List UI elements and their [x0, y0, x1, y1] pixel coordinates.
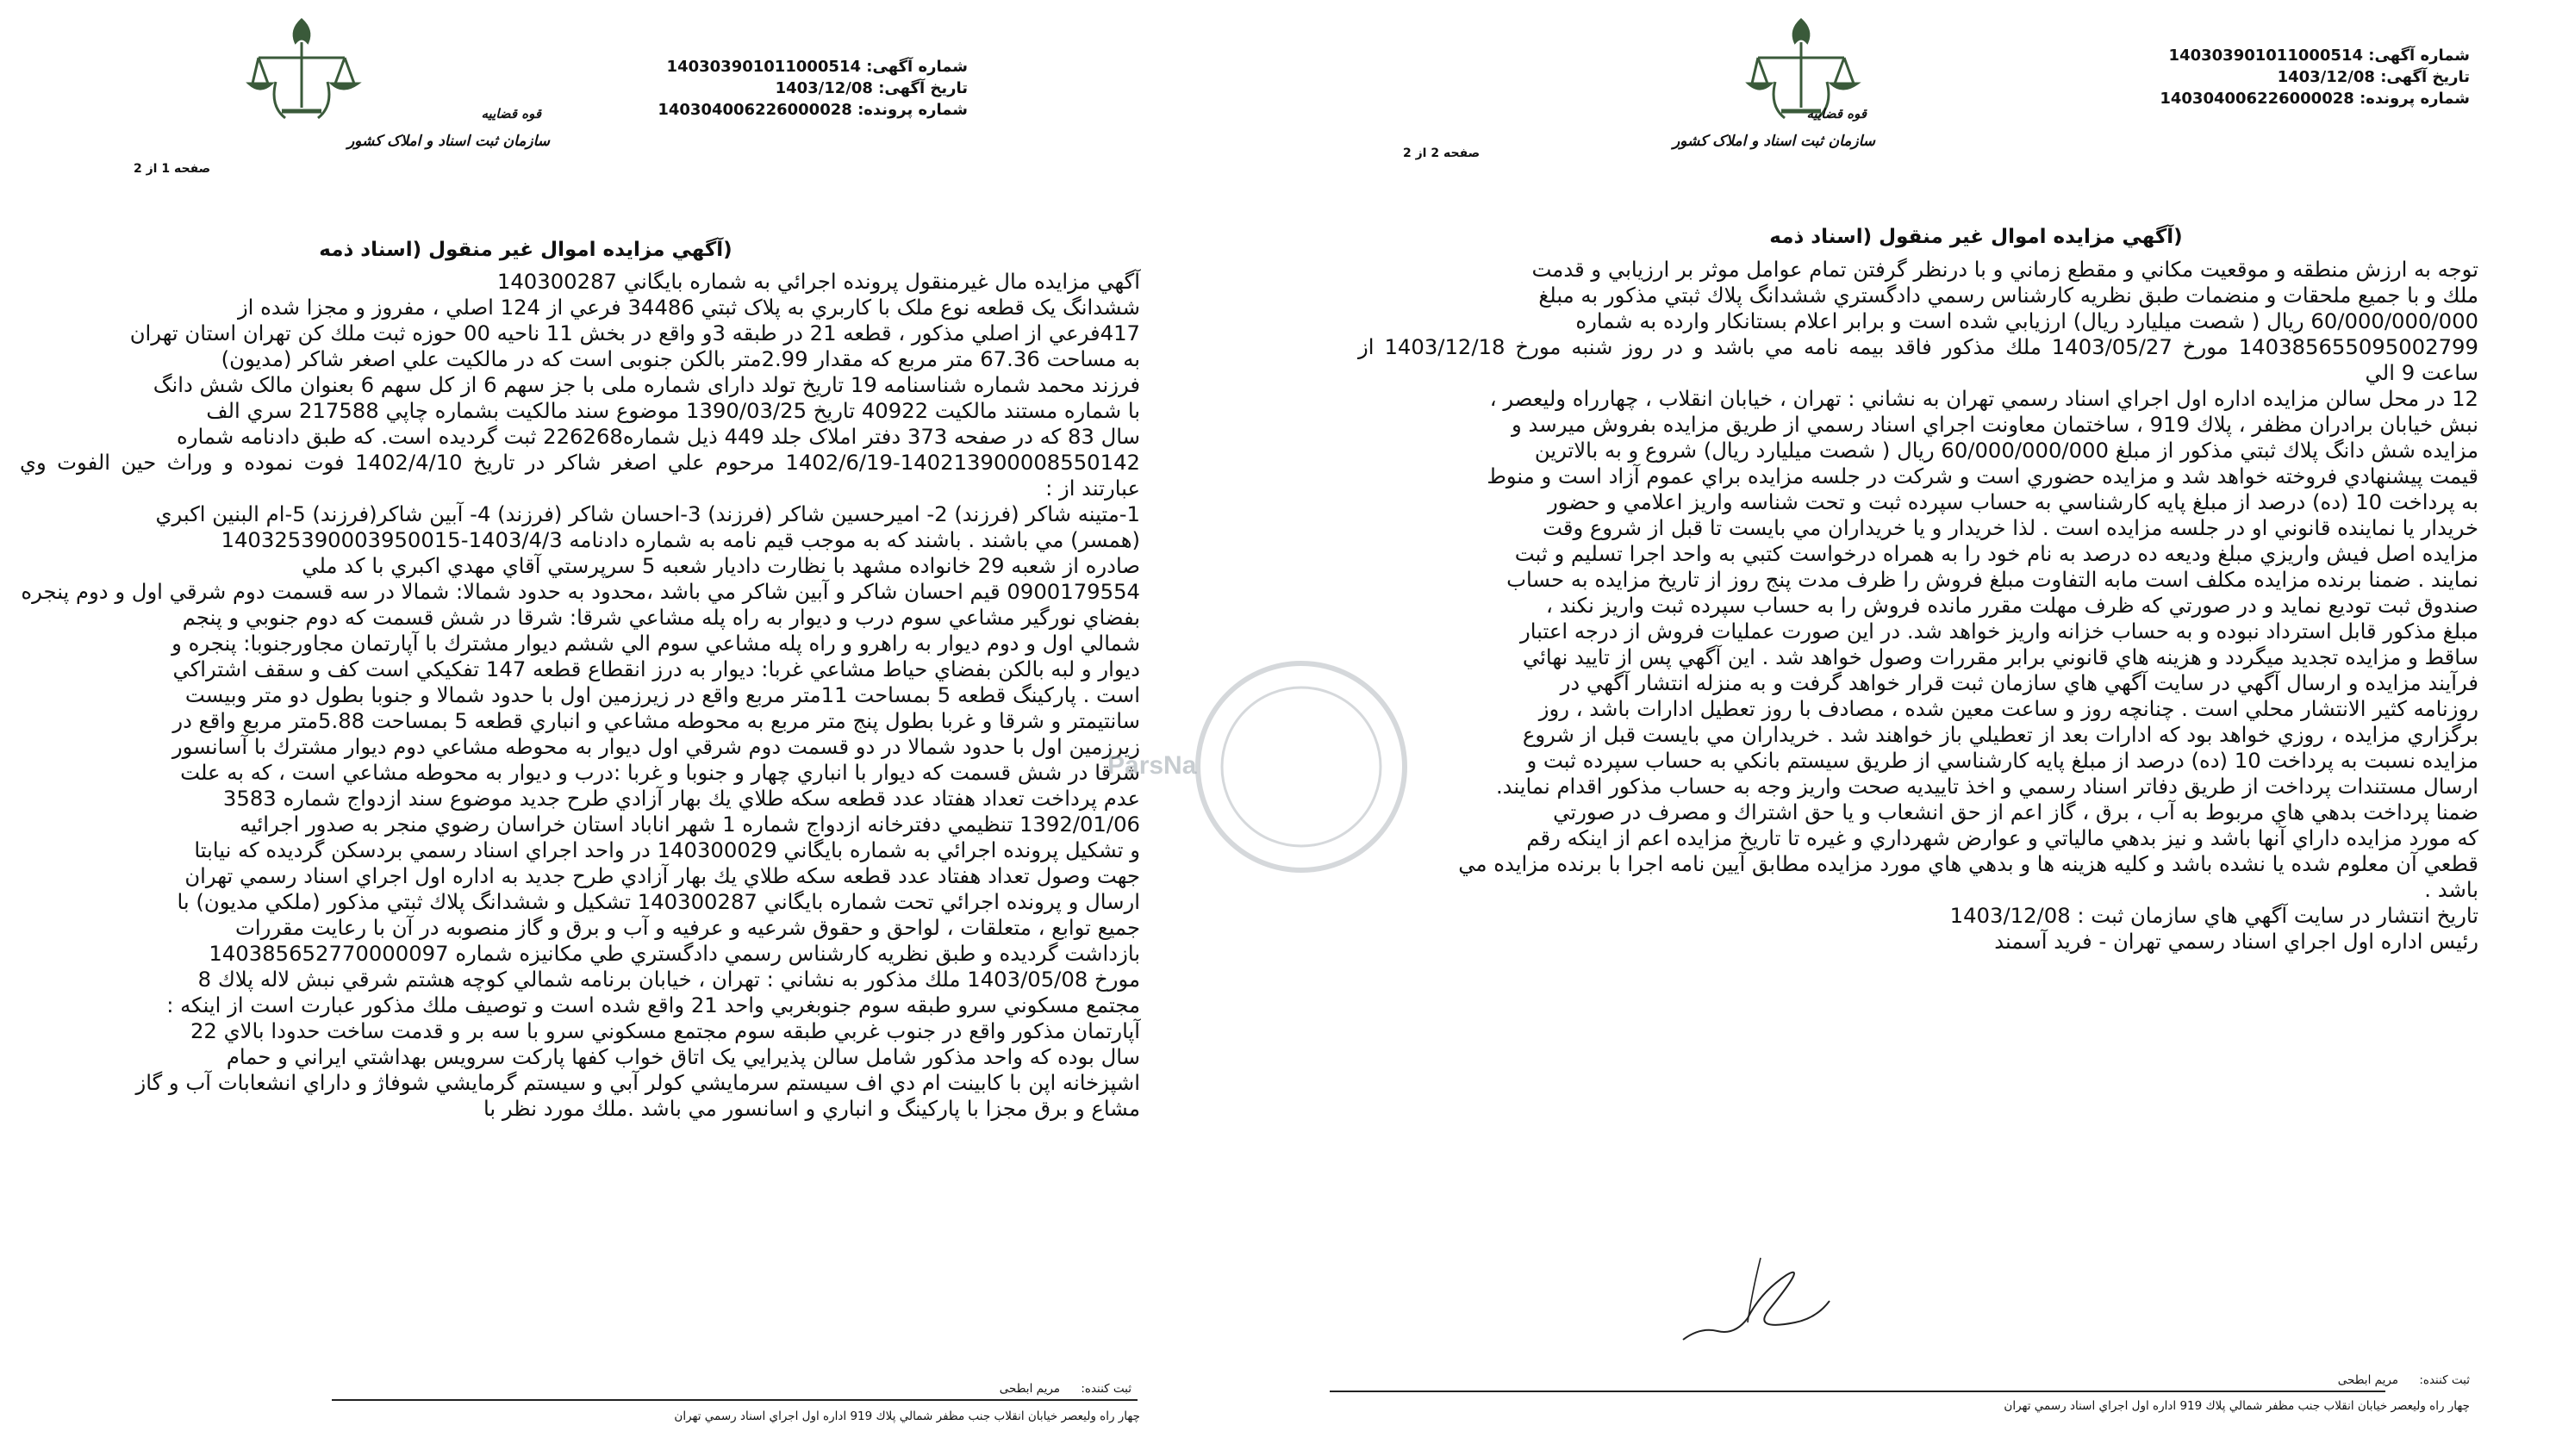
body-line: فرزند محمد شماره شناسنامه 19 تاریخ تولد دارای شماره ملی با جز سهم 6 از کل سهم 6 بعنوان مالک شش دانگ	[153, 372, 1140, 397]
org-name-main	[347, 131, 550, 152]
org-line-1: قوه قضاییه	[481, 106, 541, 121]
ad-date-row	[2160, 66, 2470, 88]
file-number: 140304006226000028	[658, 101, 852, 119]
body-line: 1392/01/06 تنظيمي دفترخانه ازدواج شماره 1 شهر اناباد استان خراسان رضوي منجر به صدور اجرائيه	[240, 812, 1140, 837]
body-line: مزايده اصل فيش واريزي مبلغ وديعه ده درصد به نام خود را به همراه درخواست كتبي به واحد اجرا تسليم و ثبت	[1514, 541, 2478, 566]
footer-address: چهار راه وليعصر خيابان انقلاب جنب مظفر شمالي پلاك 919 اداره اول اجراي اسناد رسمي تهران	[674, 1409, 1140, 1423]
notice-title: (آگهي مزايده اموال غير منقول (اسناد ذمه	[1769, 226, 2183, 248]
body-line: نبش خيابان برادران مظفر ، پلاك 919 ، ساختمان معاونت اجراي اسناد رسمي از طريق مزايده بفروش ميرسد و	[1512, 412, 2478, 437]
body-line: نمايند . ضمنا برنده مزايده مكلف است مابه التفاوت مبلغ فروش را ظرف مدت پنج روز از تاريخ مزايده به حساب	[1506, 567, 2478, 592]
body-line: ششدانگ يک قطعه نوع ملک با کاربري به پلاک ثبتي 34486 فرعي از 124 اصلي ، مفروز و مجزا شده از	[237, 295, 1140, 320]
org-line-2: سازمان ثبت اسناد و املاک کشور	[346, 133, 550, 150]
body-line: كه مورد مزايده داراي آنها باشد و نيز بدهي مالياتي و عوارض شهرداري و غيره تا تاريخ مزايده اعم از اينكه رقم	[1526, 825, 2478, 850]
body-line: ديوار و لبه بالكن بفضاي حياط مشاعي غربا: ديوار به درز انقطاع قطعه 147 تفكيكي است كف و سقف اشتراكي	[172, 656, 1140, 681]
ad-number: 140303901011000514	[2168, 47, 2363, 65]
body-line: ارسال و پرونده اجرائي تحت شماره بايگاني 140300287 تشكيل و ششدانگ پلاك ثبتي مذكور (ملكي مديون) با	[177, 889, 1140, 914]
notice-page-2	[1278, 0, 2556, 1456]
body-line: 417فرعي از اصلي مذکور ، قطعه 21 در طبقه 3و واقع در بخش 11 ناحيه 00 حوزه ثبت ملك كن تهران استان تهران	[129, 320, 1140, 345]
ad-date-label: تاریخ آگهی:	[878, 79, 968, 97]
body-line: مبلغ مذكور قابل استرداد نبوده و به حساب خزانه واريز خواهد شد. در اين صورت عمليات فروش از درجه اعتبار	[1520, 619, 2478, 644]
footer-divider	[1330, 1391, 2385, 1392]
body-line: تاريخ انتشار در سايت آگهي هاي سازمان ثبت : 1403/12/08	[1949, 903, 2478, 928]
body-line: باشد .	[2424, 877, 2478, 902]
body-line: بفضاي نورگير مشاعي سوم درب و ديوار به راه پله مشاعي شرقا: شرقا در شش قسمت كه دوم جنوبي و پنجم	[182, 605, 1140, 630]
body-line: (همسر) مي باشند . باشند كه به موجب قيم نامه به شماره دادنامه 1403/4/3-140325390003950015	[221, 527, 1140, 552]
body-line: شمالي اول و دوم ديوار به راهرو و راه پله مشاعي سوم الي ششم ديوار مشترك با آپارتمان مجاورجنوبا: پنجره و	[171, 631, 1140, 656]
notice-body	[20, 269, 1140, 1122]
body-line: 140385655095002799 مورخ 1403/05/27 ملك مذكور فاقد بيمه نامه مي باشد و در روز شنبه مورخ 1403/12/18 از ساعت 9 الي	[1358, 334, 2478, 385]
registrar-name: مریم ابطحی	[999, 1382, 1061, 1396]
body-line: مزايده شش دانگ پلاك ثبتي مذكور از مبلغ 60/000/000/000 ريال ( شصت ميليارد ريال) شروع و به بالاترين	[1534, 438, 2478, 463]
body-line: شرقا در شش قسمت كه ديوار با انباري چهار و جنوبا و غربا :درب و ديوار به محوطه مشاعي است ، كه به علت	[180, 760, 1140, 785]
registrar-name: مریم ابطحی	[2337, 1373, 2399, 1387]
body-line: 12 در محل سالن مزايده اداره اول اجراي اسناد رسمي تهران به نشاني : تهران ، خيابان انقلاب ، چهارراه وليعصر ،	[1489, 386, 2478, 411]
body-line: سال 83 که در صفحه 373 دفتر املاک جلد 449 ذيل شماره226268 ثبت گرديده است. كه طبق دادنامه شماره	[176, 424, 1140, 449]
body-line: اشپزخانه اپن با كابينت ام دي اف سيستم سرمايشي كولر آبي و سيستم گرمايشي شوفاژ و داراي انشعابات آب و گاز	[135, 1070, 1140, 1095]
registrar-row	[1000, 1378, 1131, 1399]
body-line: ضمنا پرداخت بدهي هاي مربوط به آب ، برق ، گاز اعم از حق انشعاب و يا حق اشتراك و مصرف در صورتي	[1553, 800, 2478, 824]
body-line: صندوق ثبت توديع نمايد و در صورتي كه ظرف مهلت مقرر مانده فروش را به حساب سپرده ثبت واريز نكند ،	[1546, 593, 2478, 618]
body-line: سال بوده كه واحد مذكور شامل سالن پذيرايي يک اتاق خواب كفها پاركت سرويس بهداشتي ايراني و حمام	[226, 1044, 1140, 1069]
file-number: 140304006226000028	[2160, 90, 2354, 108]
body-line: زيرزمين اول با حدود شمالا در دو قسمت دوم شرقي اول ديوار به محوطه مشاعي دوم ديوار مشترك با آسانسور	[171, 734, 1140, 759]
body-line: مزايده نسبت به پرداخت 10 (ده) درصد از مبلغ پايه كارشناسي از طريق سيستم بانكي به حساب سپرده ثبت و	[1526, 748, 2478, 773]
body-line: ساقط و مزايده تجديد ميگردد و هزينه هاي قانوني برابر مقررات وصول خواهد شد . اين آگهي پس از تاييد نهائي	[1522, 644, 2478, 669]
ad-date: 1403/12/08	[775, 79, 873, 97]
body-line: جهت وصول تعداد هفتاد عدد قطعه سكه طلاي يك بهار آزادي طرح جديد به اداره اول اجراي اسناد رسمي تهران	[184, 863, 1140, 888]
ad-number-row	[2160, 45, 2470, 66]
body-line: برگزاري مزايده ، روزي خواهد بود كه ادارات بعد از تعطيلي باز خواهند شد . خريداران مي بايست قبل از شروع	[1522, 722, 2478, 747]
file-number-label: شماره پرونده:	[857, 101, 968, 119]
body-line: قطعي آن معلوم شده يا نشده باشد و كليه هزينه ها و بدهي هاي مورد مزايده مطابق آيين نامه اجرا با برنده مزايده مي	[1458, 851, 2478, 876]
body-line: مجتمع مسكوني سرو طبقه سوم جنوبغربي واحد 21 واقع شده است و توصيف ملك مذكور عبارت است از اينكه :	[166, 992, 1140, 1017]
body-line: است . پاركينگ قطعه 5 بمساحت 11متر مربع واقع در زيرزمين اول با حدود شمالا و جنوبا بطول دو متر وبيست	[184, 682, 1140, 707]
body-line: به مساحت 67.36 متر مربع که مقدار 2.99متر بالکن جنوبی است که در مالکيت علي اصغر شاکر (مديون)	[221, 346, 1140, 371]
body-line: 1-متينه شاكر (فرزند) 2- اميرحسين شاكر (فرزند) 3-احسان شاكر (فرزند) 4- آبين شاكر(فرزند) 5-ام البنين اكبري	[155, 501, 1140, 526]
body-line: عدم پرداخت تعداد هفتاد عدد قطعه سكه طلاي يك بهار آزادي طرح جديد موضوع سند ازدواج شماره 3583	[222, 786, 1140, 811]
body-line: آپارتمان مذكور واقع در جنوب غربي طبقه سوم مجتمع مسكوني سرو با سه بر و قدمت ساخت حدودا بالاي 22	[190, 1018, 1140, 1043]
ad-date-label: تاریخ آگهی:	[2380, 68, 2470, 86]
header-meta	[658, 56, 968, 121]
body-line: قيمت پيشنهادي فروخته خواهد شد و مزايده حضوري است و شركت در جلسه مزايده براي عموم آزاد است و منوط	[1487, 464, 2478, 488]
body-line: روزنامه كثير الانتشار محلي است . چنانچه روز و ساعت معين شده ، مصادف با روز تعطيل ادارات باشد ، روز	[1538, 696, 2478, 721]
signature-mark	[1666, 1241, 1838, 1356]
body-line: مشاع و برق مجزا با پاركينگ و انباري و اسانسور مي باشد .ملك مورد نظر با	[483, 1096, 1140, 1121]
page-number: صفحه 1 از 2	[134, 162, 211, 176]
body-line: و تشكيل پرونده اجرائي به شماره بايگاني 140300029 در واحد اجراي اسناد رسمي بردسكن گرديده كه نيابتا	[194, 837, 1140, 862]
org-line-1: قوه قضاییه	[1806, 106, 1867, 121]
registrar-label: ثبت کننده:	[2419, 1373, 2470, 1387]
file-number-row	[658, 99, 968, 121]
file-number-label: شماره پرونده:	[2360, 90, 2470, 108]
registrar-label: ثبت کننده:	[1081, 1382, 1131, 1396]
org-line-2: سازمان ثبت اسناد و املاک کشور	[1672, 133, 1875, 150]
registrar-row	[2338, 1370, 2470, 1391]
body-line: 0900179554 قيم احسان شاكر و آبين شاكر مي باشد ،محدود به حدود شمالا: شمالا در سه قسمت دوم شرقي اول و دوم پنجره	[21, 579, 1140, 604]
footer-address: چهار راه وليعصر خيابان انقلاب جنب مظفر شمالي پلاك 919 اداره اول اجراي اسناد رسمي تهران	[2004, 1399, 2470, 1413]
watermark-text: ParsNa	[1107, 751, 1197, 780]
handwritten-signature-icon	[1666, 1241, 1838, 1353]
body-line: سانتيمتر و شرقا و غربا بطول پنج متر مربع به محوطه مشاعي و انباري قطعه 5 بمساحت 5.88متر مربع واقع در	[172, 708, 1140, 733]
footer-divider	[332, 1399, 1138, 1401]
ad-number-row	[658, 56, 968, 78]
body-line: به پرداخت 10 (ده) درصد از مبلغ پايه كارشناسي به حساب سپرده ثبت و تحت شناسه واريز اعلامي و حضور	[1547, 489, 2478, 514]
ad-number: 140303901011000514	[666, 58, 861, 76]
org-name-small	[482, 103, 542, 125]
notice-title: (آگهي مزايده اموال غير منقول (اسناد ذمه	[319, 239, 733, 261]
body-line: ملك و با جميع ملحقات و منضمات طبق نظريه كارشناس رسمي دادگستري ششدانگ پلاك ثبتي مذكور به مبلغ	[1538, 283, 2478, 308]
header-meta	[2160, 45, 2470, 109]
ad-number-label: شماره آگهی:	[866, 58, 968, 76]
ad-number-label: شماره آگهی:	[2368, 47, 2470, 65]
ad-date-row	[658, 78, 968, 99]
stamp-graphic	[1189, 655, 1413, 879]
notice-body	[1358, 257, 2478, 955]
body-line: مورخ 1403/05/08 ملك مذكور به نشاني : تهران ، خيابان برنامه شمالي كوچه هشتم شرقي نبش لاله پلاك 8	[197, 967, 1140, 992]
body-line: خريدار يا نماينده قانوني او در جلسه مزايده است . لذا خريدار و يا خريداران مي بايست تا قبل از شروع وقت	[1543, 515, 2478, 540]
body-line: رئيس اداره اول اجراي اسناد رسمي تهران - فريد آسمند	[1994, 929, 2478, 954]
body-line: جميع توابع ، متعلقات ، لواحق و حقوق شرعيه و عرفيه و آب و برق و گاز منصوبه در آن با رعايت مقررات	[235, 915, 1140, 940]
body-line: توجه به ارزش منطقه و موقعيت مكاني و مقطع زماني و با درنظر گرفتن تمام عوامل موثر بر ارزيابي و قدمت	[1531, 257, 2478, 282]
body-line: 60/000/000/000 ريال ( شصت ميليارد ريال) ارزيابي شده است و برابر اعلام بستانكار وارده به شماره	[1575, 308, 2478, 333]
ad-date: 1403/12/08	[2277, 68, 2375, 86]
body-line: 1402/6/19-140213900008550142 مرحوم علي اصغر شاكر در تاريخ 1402/4/10 فوت نموده و وراث حين الفوت وي عبارتند از :	[20, 450, 1140, 501]
org-name-small	[1807, 103, 1867, 125]
org-name-main	[1673, 131, 1875, 152]
page-number: صفحه 2 از 2	[1403, 146, 1481, 160]
body-line: فرآيند مزايده و ارسال آگهي در سايت آگهي هاي سازمان ثبت قرار خواهد گرفت و به منزله انتشار آگهي در	[1560, 670, 2478, 695]
body-line: بازداشت گرديده و طبق نظريه كارشناس رسمي دادگستري طي مكانيزه شماره 140385652770000097	[209, 941, 1140, 966]
file-number-row	[2160, 88, 2470, 109]
body-line: صادره از شعبه 29 خانواده مشهد با نظارت داديار شعبه 5 سرپرستي آقاي مهدي اكبري با كد ملي	[302, 553, 1140, 578]
watermark-stamp-icon	[1189, 655, 1413, 882]
body-line: ارسال مستندات پرداخت از طريق دفاتر اسناد رسمي و اخذ تاييديه صحت واريز وجه به حساب مذكور اقدام نمايند.	[1495, 774, 2478, 799]
body-line: آگهي مزايده مال غيرمنقول پرونده اجرائي به شماره بايگاني 140300287	[496, 269, 1140, 294]
body-line: با شماره مستند مالکيت 40922 تاریخ 1390/03/25 موضوع سند مالکيت بشماره چاپي 217588 سري الف	[206, 398, 1140, 423]
